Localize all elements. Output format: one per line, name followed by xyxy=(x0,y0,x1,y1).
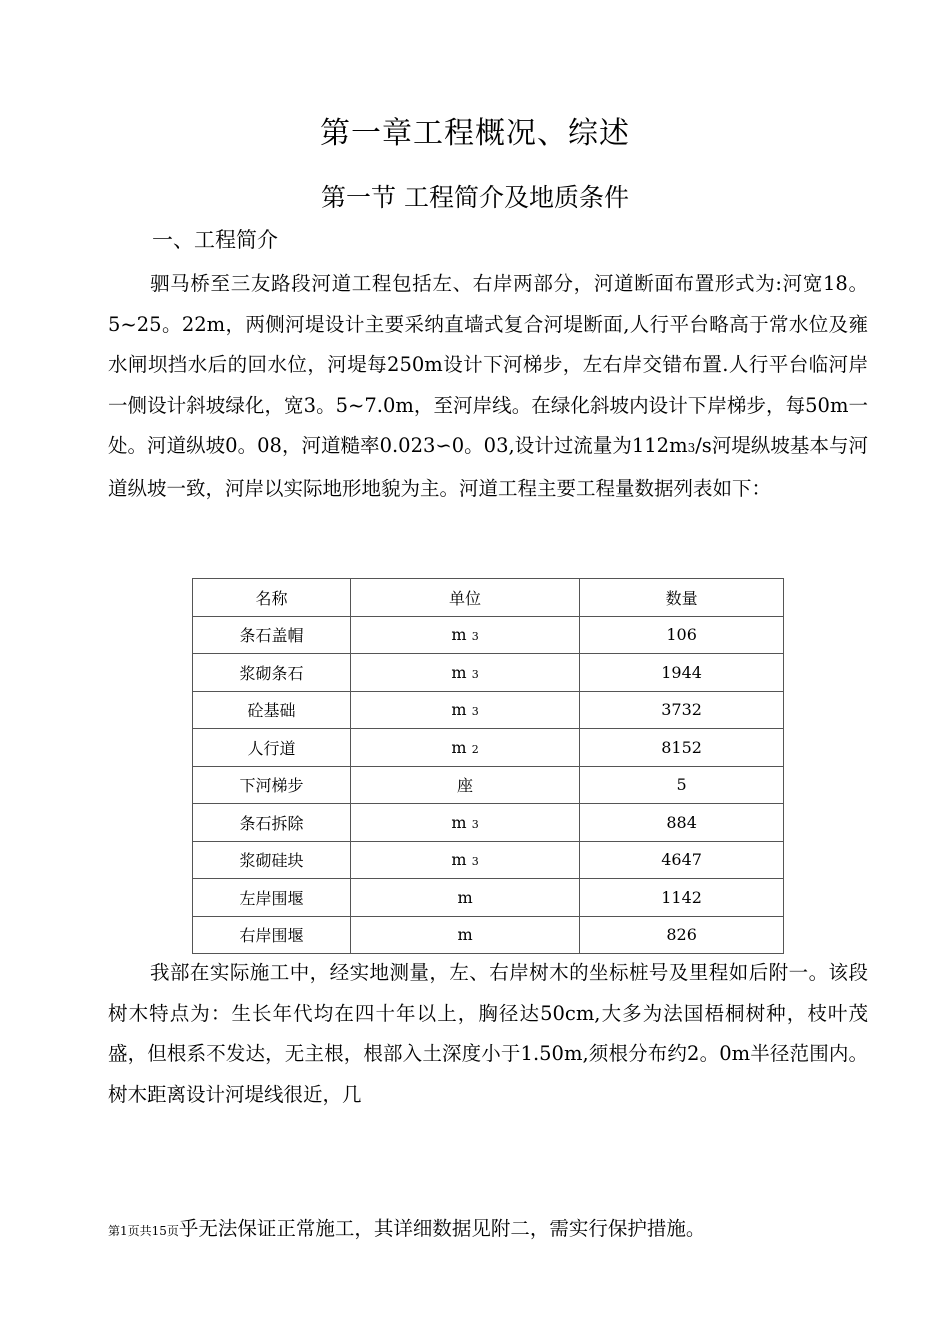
table-row xyxy=(193,691,784,729)
cell-unit: m 3 xyxy=(350,841,579,879)
chapter-title: 第一章工程概况、综述 xyxy=(320,116,630,151)
trees-paragraph: 我部在实际施工中，经实地测量，左、右岸树木的坐标桩号及里程如后附一。该段树木特点为：生长年代均在四十年以上，胸径达50cm,大多为法国梧桐树种，枝叶茂盛，但根系不发达，无主根，根部入土深度小于1.50m,须根分布约2。0m半径范围内。树木距离设计河堤线很近，几 xyxy=(108,961,868,1106)
cell-unit: m 3 xyxy=(350,691,579,729)
cell-name: 浆砌硅块 xyxy=(193,841,351,879)
footer xyxy=(108,1213,705,1241)
cell-qty: 3732 xyxy=(580,691,784,729)
cell-unit: m xyxy=(350,879,579,917)
footer-text: 乎无法保证正常施工，其详细数据见附二，需实行保护措施。 xyxy=(178,1217,706,1240)
table-row xyxy=(193,729,784,767)
cell-qty: 8152 xyxy=(580,729,784,767)
table-row xyxy=(193,616,784,654)
cell-name: 条石拆除 xyxy=(193,804,351,842)
table-row xyxy=(193,879,784,917)
cell-name: 右岸围堰 xyxy=(193,916,351,954)
cell-unit: 座 xyxy=(350,766,579,804)
cell-unit: m xyxy=(350,916,579,954)
table-header-row xyxy=(193,579,784,617)
table-row xyxy=(193,766,784,804)
cell-name: 下河梯步 xyxy=(193,766,351,804)
cell-qty: 1944 xyxy=(580,654,784,692)
cell-unit: m 3 xyxy=(350,616,579,654)
cell-qty: 826 xyxy=(580,916,784,954)
section-title: 第一节 工程简介及地质条件 xyxy=(321,183,629,212)
cell-unit: m 3 xyxy=(350,654,579,692)
cell-unit: m 2 xyxy=(350,729,579,767)
cell-name: 条石盖帽 xyxy=(193,616,351,654)
cell-name: 浆砌条石 xyxy=(193,654,351,692)
cell-qty: 5 xyxy=(580,766,784,804)
table-row xyxy=(193,654,784,692)
subsection-title: 一、工程简介 xyxy=(152,228,278,252)
table-row xyxy=(193,841,784,879)
cell-unit: m 3 xyxy=(350,804,579,842)
header-qty: 数量 xyxy=(580,579,784,617)
table-row xyxy=(193,804,784,842)
cell-qty: 106 xyxy=(580,616,784,654)
cell-qty: 4647 xyxy=(580,841,784,879)
cell-name: 砼基础 xyxy=(193,691,351,729)
header-name: 名称 xyxy=(193,579,351,617)
table-body xyxy=(193,616,784,954)
page-number: 第1页共15页 xyxy=(108,1224,179,1238)
header-unit: 单位 xyxy=(350,579,579,617)
cell-name: 左岸围堰 xyxy=(193,879,351,917)
cell-name: 人行道 xyxy=(193,729,351,767)
quantity-table xyxy=(192,578,784,954)
intro-paragraph: 驷马桥至三友路段河道工程包括左、右岸两部分，河道断面布置形式为:河宽18。5~25。22m，两侧河堤设计主要采纳直墙式复合河堤断面,人行平台略高于常水位及雍水闸坝挡水后的回水位，河堤每250m设计下河梯步，左右岸交错布置.人行平台临河岸一侧设计斜坡绿化，宽3。5~7.0m，至河岸线。在绿化斜坡内设计下岸梯步，每50m一处。河道纵坡0。08，河道糙率0.023∽0。03,设计过流量为112m3/s河堤纵坡基本与河道纵坡一致，河岸以实际地形地貌为主。河道工程主要工程量数据列表如下： xyxy=(108,272,869,500)
cell-qty: 1142 xyxy=(580,879,784,917)
cell-qty: 884 xyxy=(580,804,784,842)
table-row xyxy=(193,916,784,954)
